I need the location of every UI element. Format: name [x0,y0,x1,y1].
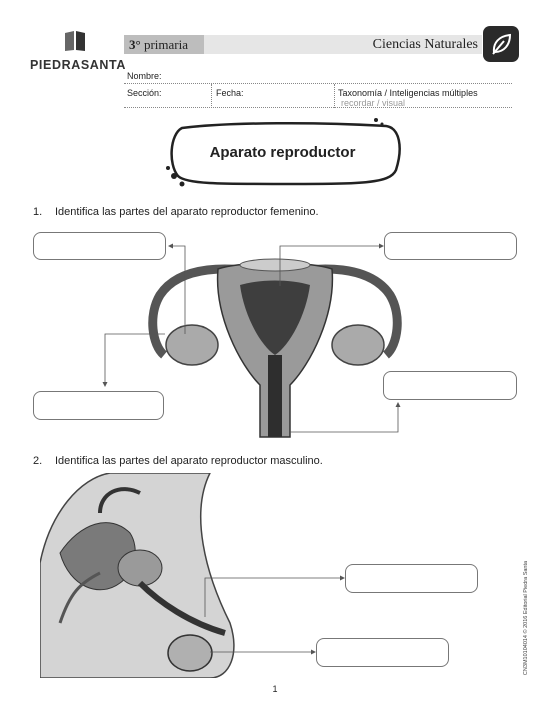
question-number: 1. [33,206,43,218]
leaf-icon [488,31,514,57]
book-icon [63,30,87,52]
question-text: Identifica las partes del aparato reproductor masculino. [55,455,323,467]
answer-box[interactable] [384,232,517,260]
taxonomy-sub: recordar / visual [341,98,406,108]
question-text: Identifica las partes del aparato reproductor femenino. [55,206,319,218]
taxonomy-label: Taxonomía / Inteligencias múltiples [338,88,478,98]
subject-icon-box [483,26,519,62]
answer-box[interactable] [316,638,449,667]
grade-number: 3° [129,37,141,52]
question-2 [33,455,323,467]
section-label: Sección: [127,88,162,98]
answer-box[interactable] [345,564,478,593]
name-row[interactable] [124,62,512,84]
side-credit [519,555,531,685]
divider [211,84,212,108]
name-label: Nombre: [127,71,162,81]
question-1 [33,206,319,218]
title-banner [160,118,405,190]
answer-box[interactable] [33,232,166,260]
grade-word: primaria [140,37,188,52]
subject-title: Ciencias Naturales [372,37,478,52]
answer-box[interactable] [383,371,517,400]
answer-box[interactable] [33,391,164,420]
divider [334,84,335,108]
question-number: 2. [33,455,43,467]
male-reproductive-illustration [40,473,240,678]
grade-label [124,35,204,54]
publisher-logo [30,30,126,72]
page-number: 1 [272,684,278,694]
female-reproductive-illustration [140,255,410,445]
page-title: Aparato reproductor [209,144,356,161]
info-row [124,84,512,108]
date-label: Fecha: [216,88,244,98]
credit-text: CN3M10104014 © 2016 Editorial Piedra Santa [523,560,529,676]
brand-name: PIEDRASANTA [30,58,126,72]
